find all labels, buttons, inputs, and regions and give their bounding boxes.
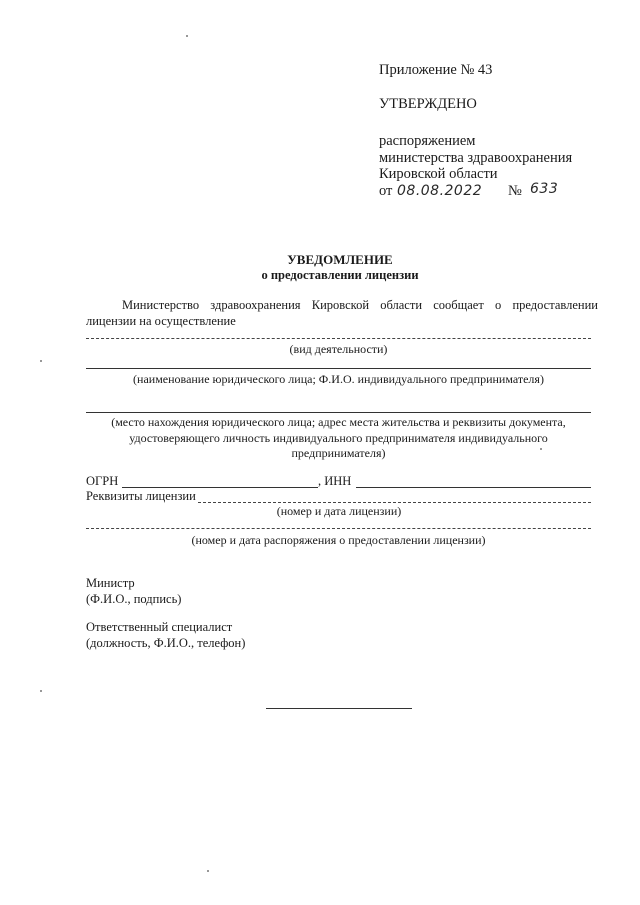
handwritten-number: 633 — [530, 181, 559, 197]
scan-speck — [540, 448, 542, 450]
scan-speck — [186, 35, 188, 37]
order-line-2: министерства здравоохранения — [379, 150, 573, 166]
entity-name-line — [86, 368, 591, 369]
address-caption-2: удостоверяющего личность индивидуального предпринимателя индивидуального — [129, 431, 548, 445]
order-line-1: распоряжением — [379, 133, 476, 149]
minister-label: Министр — [86, 576, 135, 590]
order-line-3: Кировской области — [379, 166, 498, 182]
order-number-line — [86, 528, 591, 529]
activity-line — [86, 338, 591, 339]
from-label: от — [379, 183, 393, 199]
document-subtitle: о предоставлении лицензии — [261, 268, 419, 282]
scan-speck — [40, 360, 42, 362]
handwritten-date: 08.08.2022 — [397, 183, 483, 199]
license-number-caption: (номер и дата лицензии) — [276, 504, 402, 518]
inn-label: , ИНН — [318, 474, 352, 488]
license-details-label: Реквизиты лицензии — [86, 489, 196, 503]
entity-name-caption: (наименование юридического лица; Ф.И.О. индивидуального предпринимателя) — [133, 372, 544, 386]
intro-line-2: лицензии на осуществление — [86, 314, 236, 328]
closing-rule — [266, 708, 412, 709]
appendix-label: Приложение № 43 — [379, 62, 493, 78]
activity-caption: (вид деятельности) — [289, 342, 388, 356]
address-caption-3: предпринимателя) — [291, 446, 386, 460]
license-details-line — [198, 502, 591, 503]
scan-speck — [40, 690, 42, 692]
minister-note: (Ф.И.О., подпись) — [86, 592, 182, 606]
address-line — [86, 412, 591, 413]
document-title: УВЕДОМЛЕНИЕ — [287, 252, 393, 267]
number-label: № — [508, 183, 522, 199]
order-number-caption: (номер и дата распоряжения о предоставлении лицензии) — [191, 533, 486, 547]
address-caption-1: (место нахождения юридического лица; адрес места жительства и реквизиты документа, — [111, 415, 566, 429]
specialist-note: (должность, Ф.И.О., телефон) — [86, 636, 246, 650]
scan-speck — [207, 870, 209, 872]
ogrn-label: ОГРН — [86, 474, 119, 488]
inn-line — [356, 487, 591, 488]
approved-label: УТВЕРЖДЕНО — [379, 96, 477, 112]
specialist-label: Ответственный специалист — [86, 620, 233, 634]
intro-line-1: Министерство здравоохранения Кировской области сообщает о предоставлении — [122, 298, 598, 312]
ogrn-line — [122, 487, 318, 488]
